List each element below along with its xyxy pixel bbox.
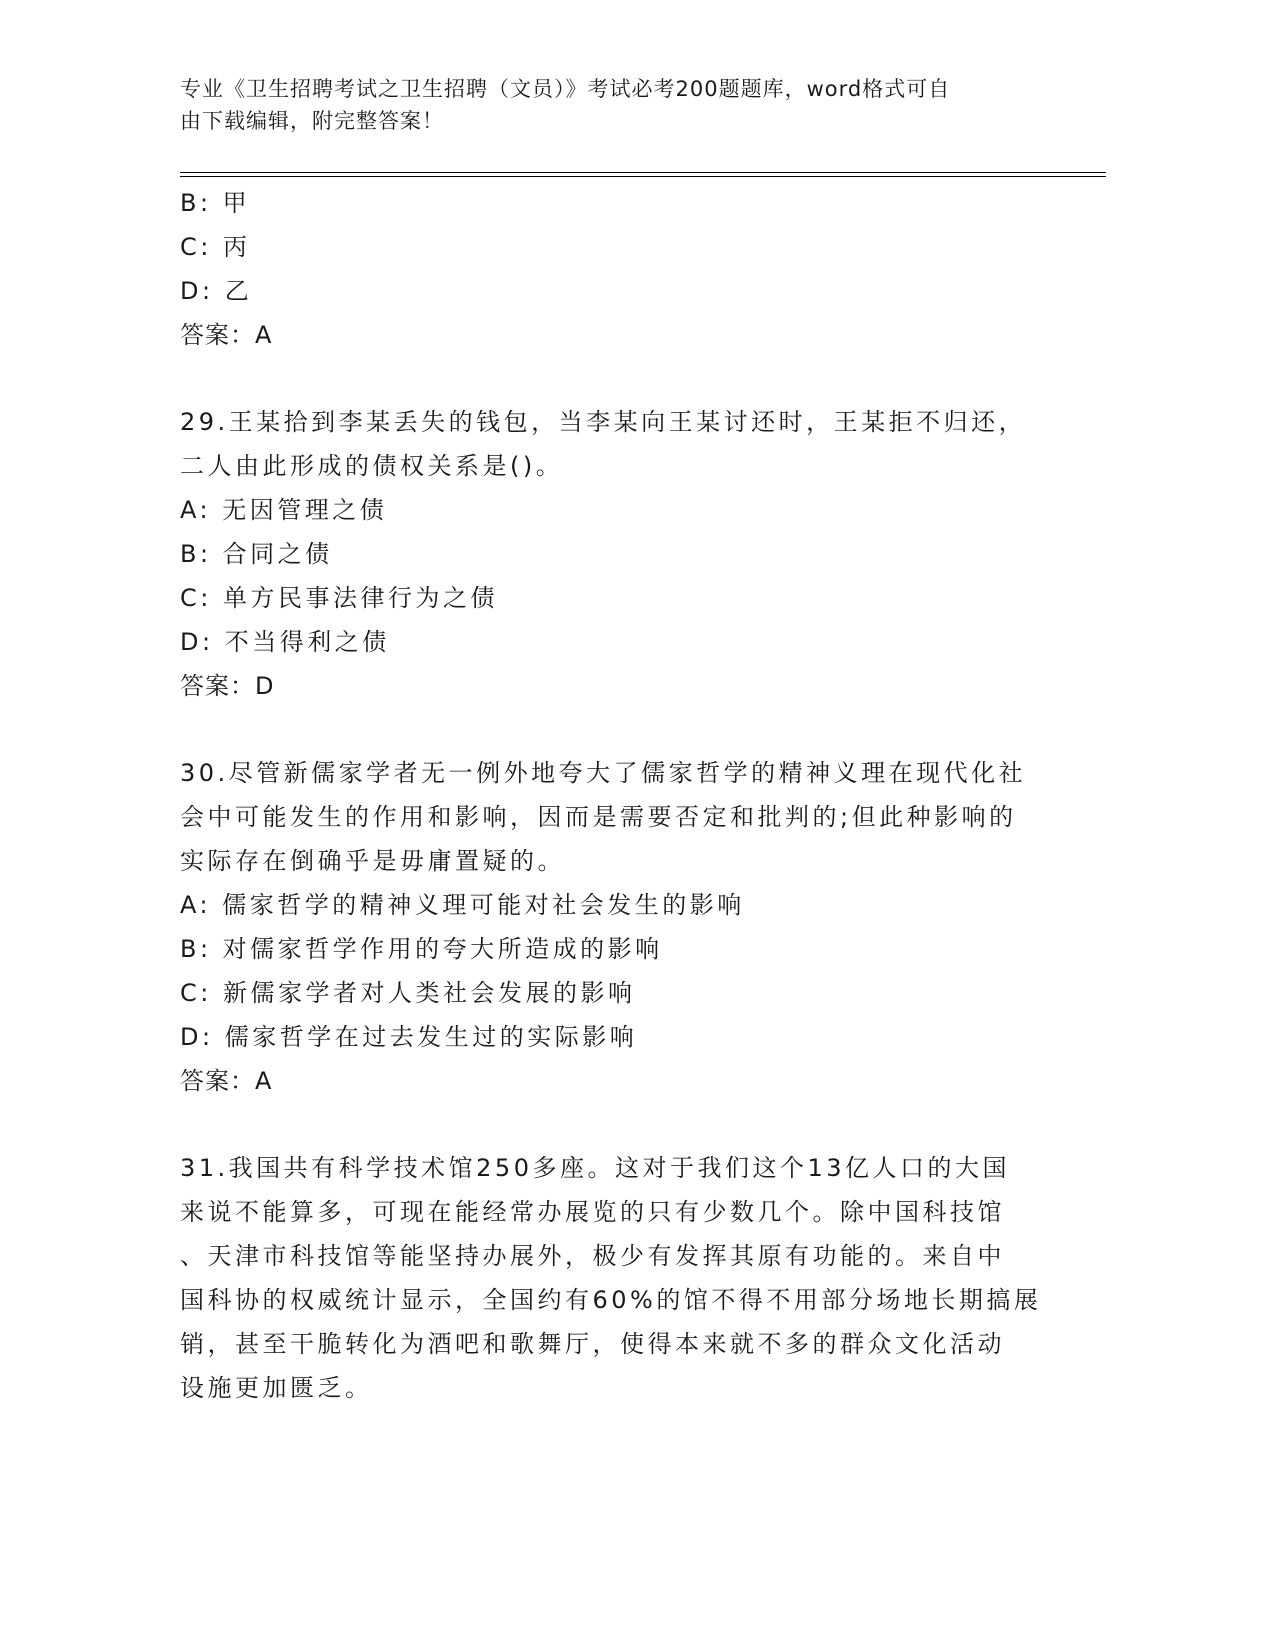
question-text-line: 来说不能算多，可现在能经常办展览的只有少数几个。除中国科技馆 [180,1198,1005,1226]
option-d: D: 儒家哲学在过去发生过的实际影响 [180,1023,638,1051]
question-text-line: 设施更加匮乏。 [180,1374,373,1402]
spacer [180,1103,1060,1146]
header-line-2: 由下载编辑，附完整答案！ [180,109,444,133]
option-c: C: 丙 [180,233,251,261]
option-b: B: 对儒家哲学作用的夸大所造成的影响 [180,935,663,963]
question-28-continued [180,181,1060,357]
question-text-line: 销，甚至干脆转化为酒吧和歌舞厅，使得本来就不多的群众文化活动 [180,1330,1005,1358]
question-text-line: 29.王某拾到李某丢失的钱包，当李某向王某讨还时，王某拒不归还， [180,408,1027,436]
question-text-line: 、天津市科技馆等能坚持办展外，极少有发挥其原有功能的。来自中 [180,1242,1005,1270]
question-text [180,1146,1060,1410]
question-31 [180,1146,1060,1410]
option-d: D: 乙 [180,277,253,305]
option-a: A: 儒家哲学的精神义理可能对社会发生的影响 [180,891,745,919]
document-header [180,73,1060,137]
question-text [180,400,1060,488]
document-body [180,181,1060,1410]
question-text [180,751,1060,883]
option-c: C: 新儒家学者对人类社会发展的影响 [180,979,636,1007]
spacer [180,708,1060,751]
option-b: B: 合同之债 [180,540,333,568]
header-divider-bottom [180,176,1106,177]
answer-line: 答案：A [180,321,273,349]
question-text-line: 二人由此形成的债权关系是()。 [180,452,564,480]
question-text-line: 31.我国共有科学技术馆250多座。这对于我们这个13亿人口的大国 [180,1154,1011,1182]
question-29 [180,400,1060,708]
question-text-line: 实际存在倒确乎是毋庸置疑的。 [180,847,565,875]
spacer [180,357,1060,400]
header-divider-top [180,172,1106,173]
question-text-line: 会中可能发生的作用和影响，因而是需要否定和批判的;但此种影响的 [180,803,1017,831]
option-d: D: 不当得利之债 [180,628,390,656]
question-text-line: 30.尽管新儒家学者无一例外地夸大了儒家哲学的精神义理在现代化社 [180,759,1027,787]
option-c: C: 单方民事法律行为之债 [180,584,498,612]
question-30 [180,751,1060,1103]
question-text-line: 国科协的权威统计显示，全国约有60%的馆不得不用部分场地长期搞展 [180,1286,1042,1314]
answer-line: 答案：A [180,1067,273,1095]
option-a: A: 无因管理之债 [180,496,388,524]
option-b: B: 甲 [180,189,251,217]
answer-line: 答案：D [180,672,275,700]
header-line-1: 专业《卫生招聘考试之卫生招聘（文员）》考试必考200题题库，word格式可自 [180,77,951,101]
